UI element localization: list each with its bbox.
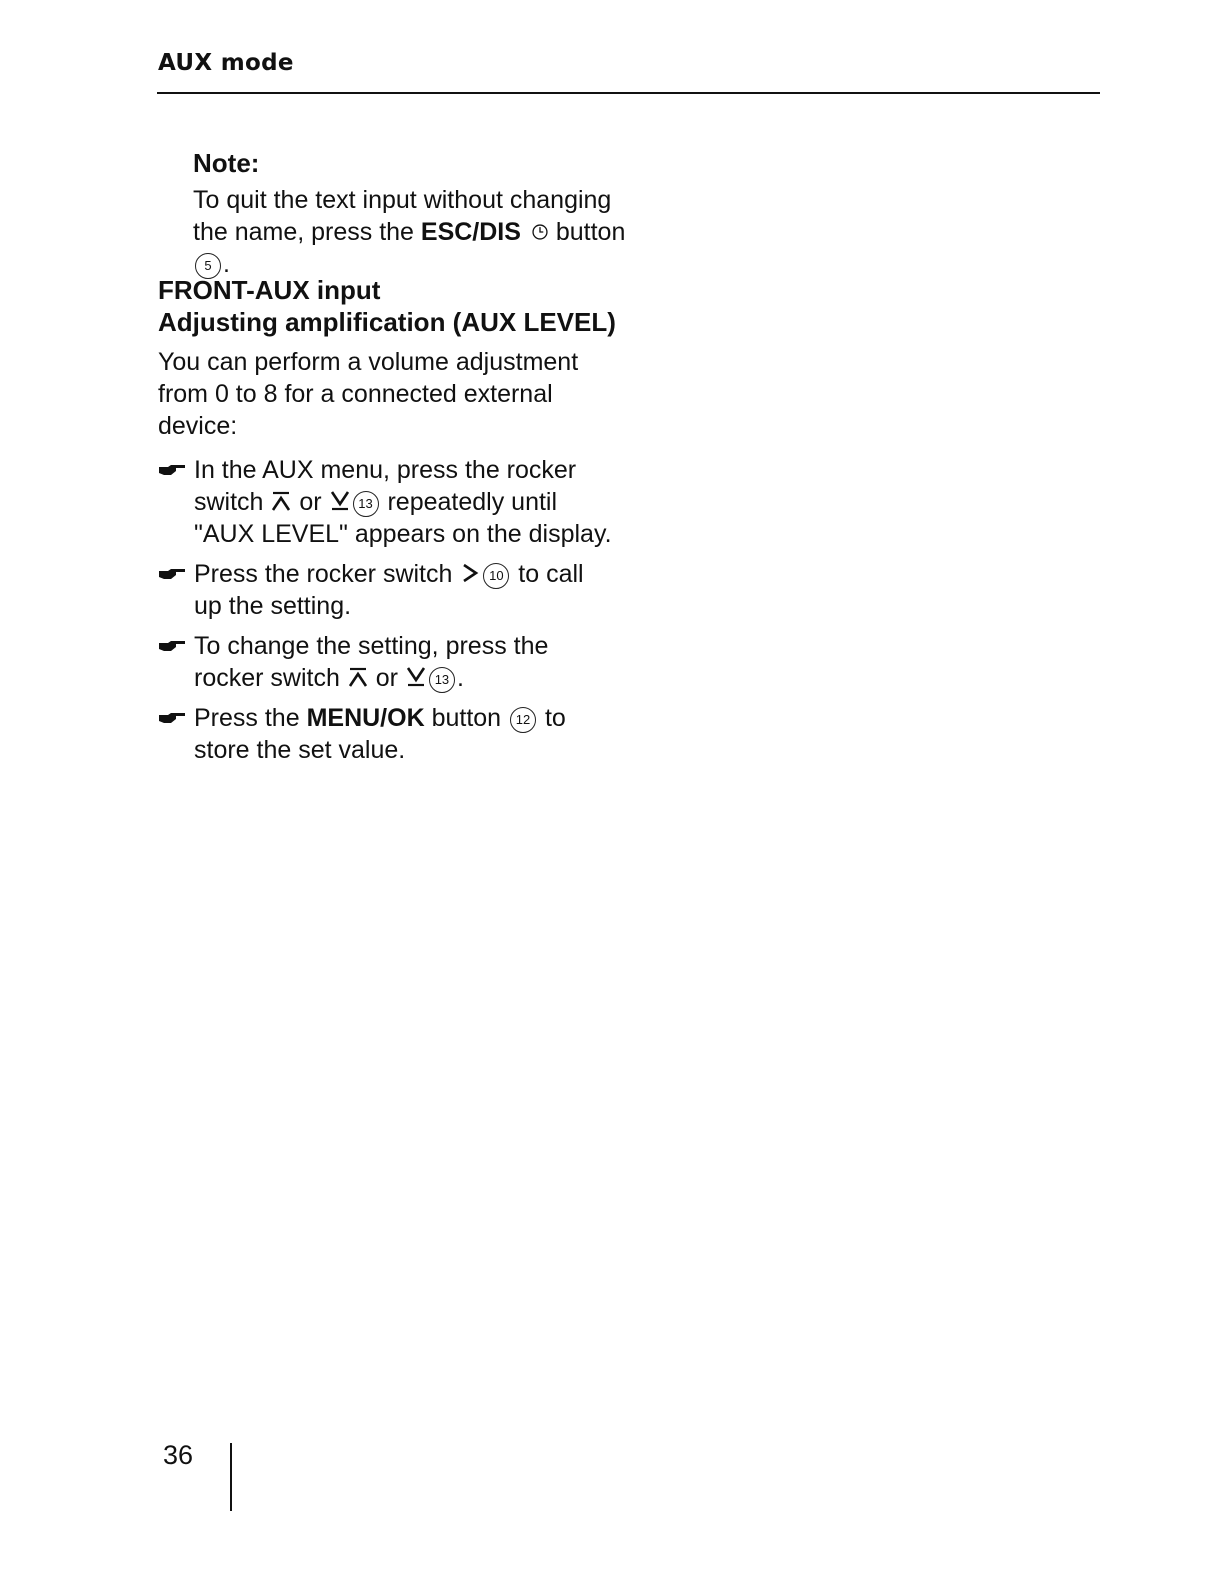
rocker-right-icon	[459, 562, 481, 584]
step-text: button	[424, 704, 509, 732]
clock-icon	[531, 223, 549, 241]
rocker-up-icon	[270, 490, 292, 512]
page-header: AUX mode	[158, 50, 294, 76]
step-item	[158, 630, 618, 694]
esc-dis-label: ESC/DIS	[420, 218, 521, 246]
note-title: Note:	[193, 148, 260, 178]
pointing-hand-icon	[158, 462, 186, 478]
rocker-down-icon	[329, 490, 351, 512]
note-end: .	[223, 250, 230, 278]
ref-circle: 10	[483, 563, 509, 589]
step-item	[158, 702, 618, 766]
header-rule	[157, 92, 1100, 94]
step-list	[158, 454, 618, 766]
ref-circle: 13	[429, 667, 455, 693]
step-item	[158, 558, 618, 622]
menu-ok-label: MENU/OK	[306, 704, 425, 732]
ref-circle: 13	[353, 491, 379, 517]
step-text: to store the set value.	[194, 704, 566, 764]
ref-circle: 12	[510, 707, 536, 733]
note-text-before: To quit the text input without changing the name, press the	[193, 186, 612, 246]
front-aux-section	[158, 274, 658, 774]
section-heading-2: Adjusting amplification (AUX LEVEL)	[158, 307, 616, 337]
step-text: Press the	[194, 704, 307, 732]
section-intro: You can perform a volume adjustment from 0 to 8 for a connected external device:	[158, 348, 579, 440]
page-number-bar	[230, 1443, 232, 1511]
pointing-hand-icon	[158, 566, 186, 582]
step-text: repeatedly until "AUX LEVEL" appears on the display.	[194, 488, 612, 548]
note-text	[193, 184, 653, 280]
step-or: or	[292, 488, 329, 516]
rocker-down-icon	[405, 666, 427, 688]
section-heading-1: FRONT-AUX input	[158, 275, 381, 305]
step-text: Press the rocker switch	[194, 560, 460, 588]
step-text: In the AUX menu, press the rocker switch	[194, 456, 577, 516]
note-block	[193, 146, 653, 280]
pointing-hand-icon	[158, 638, 186, 654]
step-text: To change the setting, press the rocker switch	[194, 632, 549, 692]
page-number: 36	[163, 1440, 194, 1470]
step-or: or	[368, 664, 405, 692]
step-text: .	[456, 664, 464, 692]
rocker-up-icon	[347, 666, 369, 688]
step-text: to call up the setting.	[194, 560, 584, 620]
pointing-hand-icon	[158, 710, 186, 726]
step-item	[158, 454, 618, 550]
note-text-after: button	[548, 218, 626, 246]
ref-circle: 5	[195, 253, 221, 279]
